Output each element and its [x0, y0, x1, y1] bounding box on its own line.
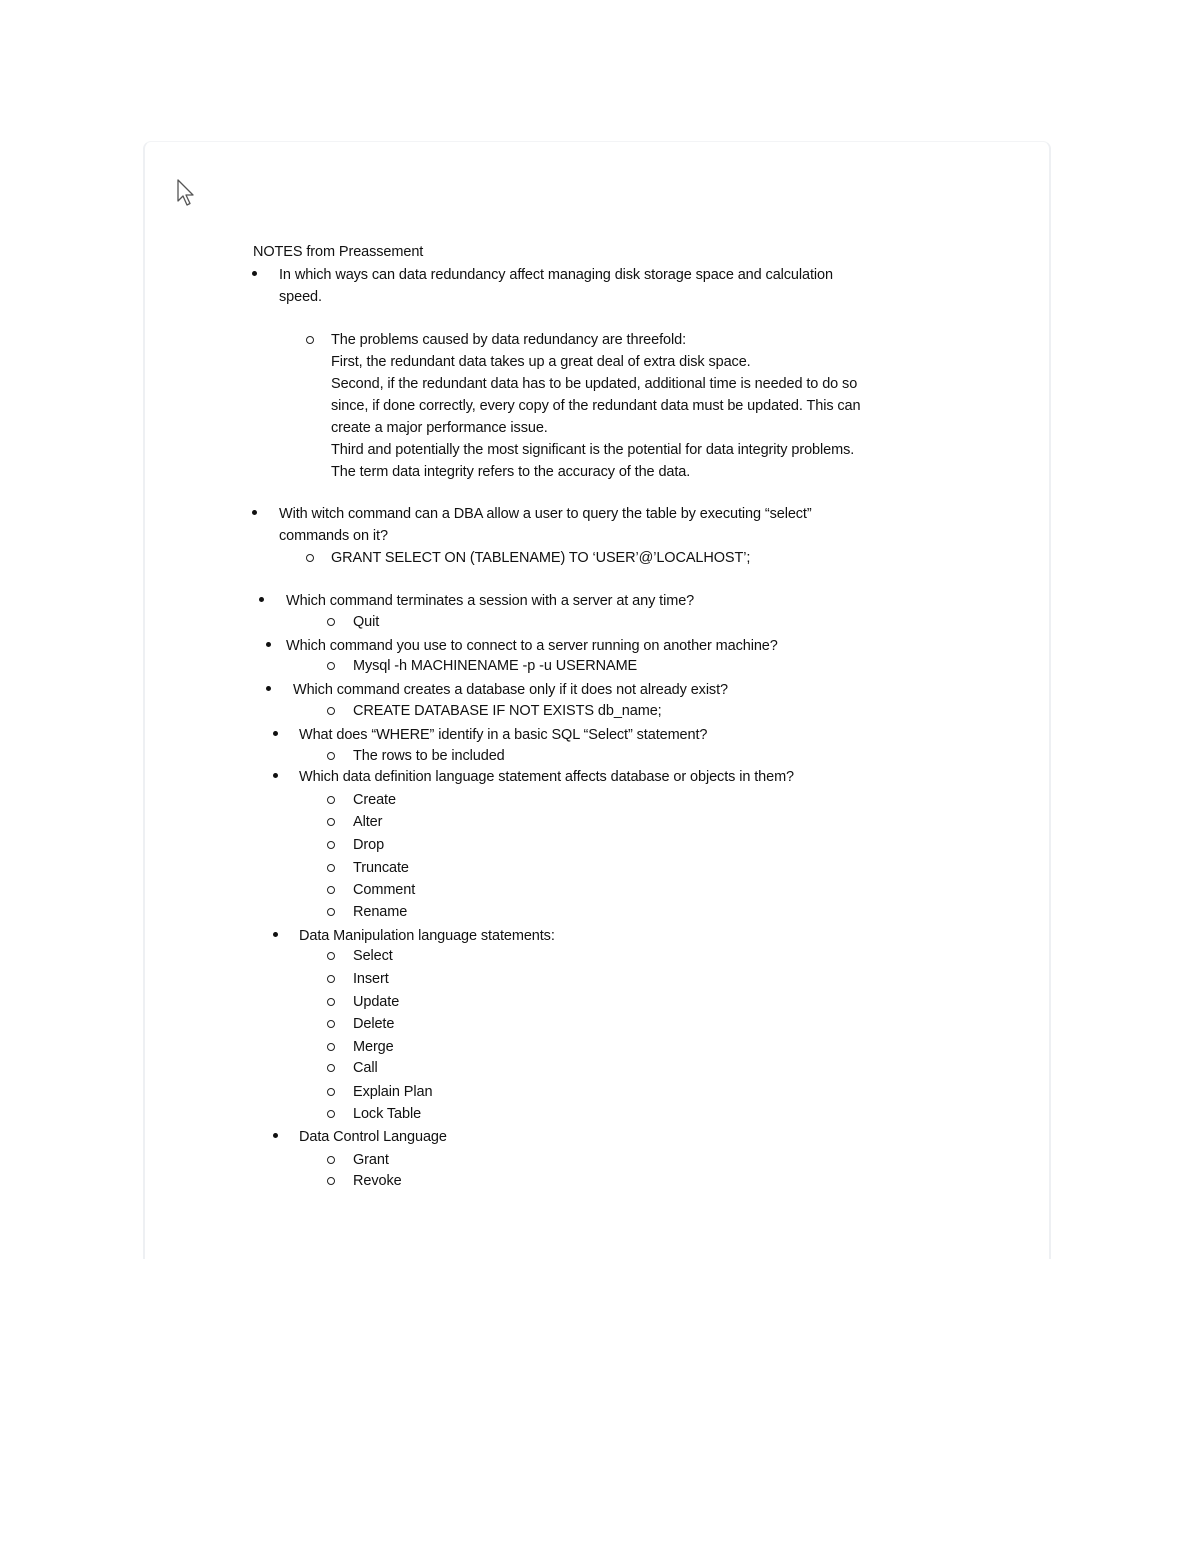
document-page [143, 141, 1051, 1259]
list-item: Alter [353, 814, 383, 830]
section-label: Data Control Language [299, 1129, 447, 1145]
question-text: In which ways can data redundancy affect managing disk storage space and calculation [279, 267, 833, 283]
list-item: Explain Plan [353, 1084, 433, 1100]
question-text: What does “WHERE” identify in a basic SQL “Select” statement? [299, 727, 708, 743]
answer-text: First, the redundant data takes up a great deal of extra disk space. [331, 354, 751, 370]
hollow-bullet-icon [327, 998, 335, 1006]
hollow-bullet-icon [327, 1110, 335, 1118]
hollow-bullet-icon [306, 336, 314, 344]
question-text: speed. [279, 289, 322, 305]
list-item: Grant [353, 1152, 389, 1168]
bullet-icon [273, 731, 278, 736]
hollow-bullet-icon [327, 707, 335, 715]
answer-text: Mysql -h MACHINENAME -p -u USERNAME [353, 658, 638, 674]
list-item: Update [353, 994, 400, 1010]
bullet-icon [273, 1133, 278, 1138]
list-item: Create [353, 792, 396, 808]
list-item: Drop [353, 837, 385, 853]
hollow-bullet-icon [327, 908, 335, 916]
hollow-bullet-icon [327, 796, 335, 804]
answer-text: since, if done correctly, every copy of the redundant data must be updated. This can [331, 398, 861, 414]
section-label: Data Manipulation language statements: [299, 928, 555, 944]
answer-text: The problems caused by data redundancy are threefold: [331, 332, 687, 348]
list-item: Select [353, 948, 393, 964]
answer-text: The rows to be included [353, 748, 505, 764]
answer-text: Third and potentially the most significant is the potential for data integrity problems. [331, 442, 855, 458]
question-text: Which data definition language statement affects database or objects in them? [299, 769, 795, 785]
question-text: With witch command can a DBA allow a user to query the table by executing “select” [279, 506, 812, 522]
hollow-bullet-icon [327, 841, 335, 849]
hollow-bullet-icon [327, 1156, 335, 1164]
answer-text: CREATE DATABASE IF NOT EXISTS db_name; [353, 703, 662, 719]
question-text: Which command terminates a session with a server at any time? [286, 593, 695, 609]
hollow-bullet-icon [327, 952, 335, 960]
hollow-bullet-icon [327, 975, 335, 983]
bullet-icon [266, 642, 271, 647]
notes-heading: NOTES from Preassement [253, 244, 424, 260]
list-item: Truncate [353, 860, 409, 876]
hollow-bullet-icon [327, 662, 335, 670]
list-item: Comment [353, 882, 416, 898]
bullet-icon [259, 597, 264, 602]
question-text: commands on it? [279, 528, 388, 544]
hollow-bullet-icon [306, 554, 314, 562]
hollow-bullet-icon [327, 1088, 335, 1096]
hollow-bullet-icon [327, 1020, 335, 1028]
answer-text: The term data integrity refers to the accuracy of the data. [331, 464, 691, 480]
list-item: Rename [353, 904, 408, 920]
list-item: Insert [353, 971, 389, 987]
hollow-bullet-icon [327, 1064, 335, 1072]
answer-text: Quit [353, 614, 380, 630]
question-text: Which command you use to connect to a server running on another machine? [286, 638, 778, 654]
hollow-bullet-icon [327, 1177, 335, 1185]
bullet-icon [252, 510, 257, 515]
bullet-icon [252, 271, 257, 276]
list-item: Delete [353, 1016, 395, 1032]
hollow-bullet-icon [327, 818, 335, 826]
hollow-bullet-icon [327, 618, 335, 626]
bullet-icon [266, 686, 271, 691]
list-item: Lock Table [353, 1106, 422, 1122]
hollow-bullet-icon [327, 1043, 335, 1051]
list-item: Revoke [353, 1173, 402, 1189]
list-item: Merge [353, 1039, 394, 1055]
hollow-bullet-icon [327, 864, 335, 872]
list-item: Call [353, 1060, 378, 1076]
bullet-icon [273, 932, 278, 937]
mouse-pointer-icon [176, 179, 196, 207]
hollow-bullet-icon [327, 752, 335, 760]
answer-text: create a major performance issue. [331, 420, 548, 436]
answer-text: Second, if the redundant data has to be updated, additional time is needed to do so [331, 376, 858, 392]
answer-text: GRANT SELECT ON (TABLENAME) TO ‘USER’@’LOCALHOST’; [331, 550, 751, 566]
bullet-icon [273, 773, 278, 778]
question-text: Which command creates a database only if it does not already exist? [293, 682, 728, 698]
hollow-bullet-icon [327, 886, 335, 894]
